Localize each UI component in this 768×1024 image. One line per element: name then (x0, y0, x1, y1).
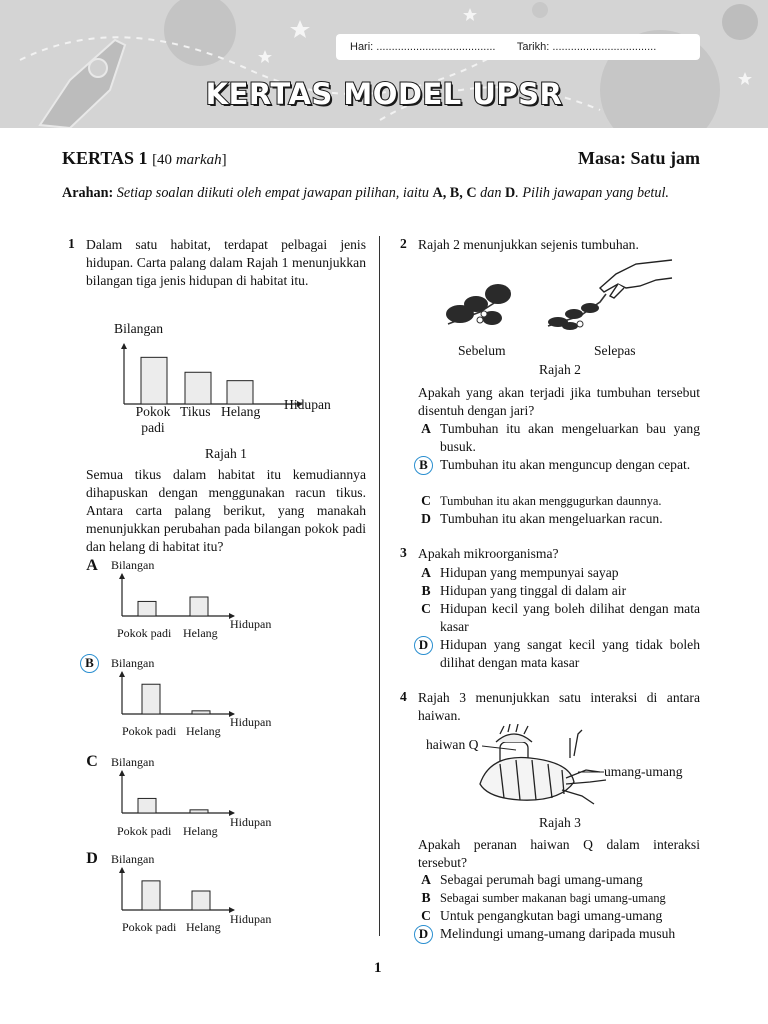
q4-pointer-lines (482, 740, 612, 780)
q1-c-cat2: Helang (183, 824, 218, 838)
q4-number: 4 (400, 689, 407, 704)
bar-helang (192, 711, 210, 714)
q4-label-crab: umang-umang (604, 764, 683, 779)
q2-text: Rajah 2 menunjukkan sejenis tumbuhan. (418, 237, 639, 252)
y-axis-arrow (119, 573, 125, 579)
mimosa-plant-illustration (440, 254, 680, 346)
bar-helang (190, 597, 208, 616)
q2-label-before: Sebelum (458, 343, 506, 358)
q1-b-chart (116, 670, 236, 726)
plant-before-icon (446, 284, 511, 325)
q2-question: Apakah yang akan terjadi jika tumbuhan tersebut disentuh dengan jari? (418, 385, 700, 418)
q1-d-x-label: Hidupan (230, 912, 272, 926)
tarikh-label: Tarikh: (516, 41, 550, 53)
marks-close: ] (221, 152, 227, 168)
q1-b-y-label: Bilangan (111, 656, 155, 670)
q4-label-q: haiwan Q (426, 737, 479, 752)
bar-pokok-padi (142, 684, 160, 714)
q1-b-cat2: Helang (186, 724, 221, 738)
plant-after-icon (548, 294, 606, 330)
q1-question: Semua tikus dalam habitat itu kemudiannya dihapuskan dengan menggunakan racun tikus. Antara carta palang berikut, yang manakah menunjukkan perubahan pada bilangan pokok padi dan helang di habitat itu? (86, 467, 366, 554)
q1-b-cat1: Pokok padi (122, 724, 177, 738)
bar-helang (227, 381, 253, 404)
banner-title: KERTAS MODEL UPSR (205, 77, 563, 111)
q1-text: Dalam satu habitat, terdapat pelbagai jenis hidupan. Carta palang dalam Rajah 1 menunjukkan bilangan tiga jenis hidupan di habitat itu. (86, 237, 366, 288)
q4-text: Rajah 3 menunjukkan satu interaksi di antara haiwan. (418, 690, 700, 723)
hari-label: Hari: (350, 41, 374, 53)
instr-and: dan (480, 185, 502, 201)
q1-a-y-label: Bilangan (111, 558, 155, 572)
q1-c-cat1: Pokok padi (117, 824, 172, 838)
instr-text2: . Pilih jawapan yang betul. (515, 185, 669, 201)
q1-option-b-letter[interactable]: B (80, 654, 99, 673)
rajah1-chart (110, 334, 310, 414)
q2-caption: Rajah 2 (539, 362, 581, 377)
y-axis-arrow (119, 770, 125, 776)
q1-a-cat2: Helang (183, 626, 218, 640)
y-axis-arrow (119, 867, 125, 873)
rajah1-cat-pokok: Pokok padi (135, 404, 171, 435)
q4-caption: Rajah 3 (539, 815, 581, 830)
q1-number: 1 (68, 236, 75, 251)
q1-c-chart (116, 769, 236, 825)
q4-question: Apakah peranan haiwan Q dalam interaksi tersebut? (418, 837, 700, 870)
paper-name: KERTAS 1 (62, 148, 148, 168)
q3-text: Apakah mikroorganisma? (418, 546, 559, 561)
header-banner (0, 0, 768, 128)
q1-b-x-label: Hidupan (230, 715, 272, 729)
y-axis-arrow (119, 671, 125, 677)
bar-pokok-padi (138, 798, 156, 813)
rajah1-y-label: Bilangan (114, 321, 164, 336)
q1-a-x-label: Hidupan (230, 617, 272, 631)
paper-title (62, 148, 227, 169)
tarikh-blank: .................................. (552, 41, 657, 53)
duration: Masa: Satu jam (578, 148, 700, 168)
q1-c-y-label: Bilangan (111, 755, 155, 769)
date-box (336, 34, 700, 60)
bar-pokok-padi (142, 881, 160, 910)
q2-number: 2 (400, 236, 407, 251)
bar-helang (190, 810, 208, 813)
bar-helang (192, 891, 210, 910)
instructions (62, 184, 702, 203)
q2-label-after: Selepas (594, 343, 636, 358)
q1-option-a-letter[interactable]: A (86, 557, 98, 574)
rajah1-cat-helang: Helang (221, 404, 261, 419)
rajah1-caption: Rajah 1 (205, 446, 247, 461)
q1-a-cat1: Pokok padi (117, 626, 172, 640)
instr-letters: A, B, C (432, 185, 477, 201)
q1-option-d-letter[interactable]: D (86, 850, 98, 867)
bar-pokok-padi (141, 357, 167, 404)
q1-d-cat2: Helang (186, 920, 221, 934)
rajah1-x-label: Hidupan (284, 397, 331, 412)
marks-open: [40 (152, 152, 173, 168)
q1-c-x-label: Hidupan (230, 815, 272, 829)
q1-a-chart (116, 572, 236, 628)
q1-option-c-letter[interactable]: C (86, 753, 98, 770)
marks-word: markah (175, 152, 222, 168)
column-divider (379, 236, 380, 936)
page-number: 1 (374, 960, 382, 976)
instr-label: Arahan: (62, 185, 114, 201)
bar-tikus (185, 372, 211, 404)
hand-icon (600, 260, 672, 298)
y-axis-arrow (121, 343, 127, 349)
q1-d-chart (116, 866, 236, 922)
instr-text1: Setiap soalan diikuti oleh empat jawapan pilihan, iaitu (116, 185, 429, 201)
q3-number: 3 (400, 545, 407, 560)
q1-d-y-label: Bilangan (111, 852, 155, 866)
hari-blank: ....................................... (376, 41, 496, 53)
bar-pokok-padi (138, 601, 156, 616)
rajah1-cat-tikus: Tikus (180, 404, 211, 419)
q1-d-cat1: Pokok padi (122, 920, 177, 934)
instr-letter-d: D (505, 185, 516, 201)
